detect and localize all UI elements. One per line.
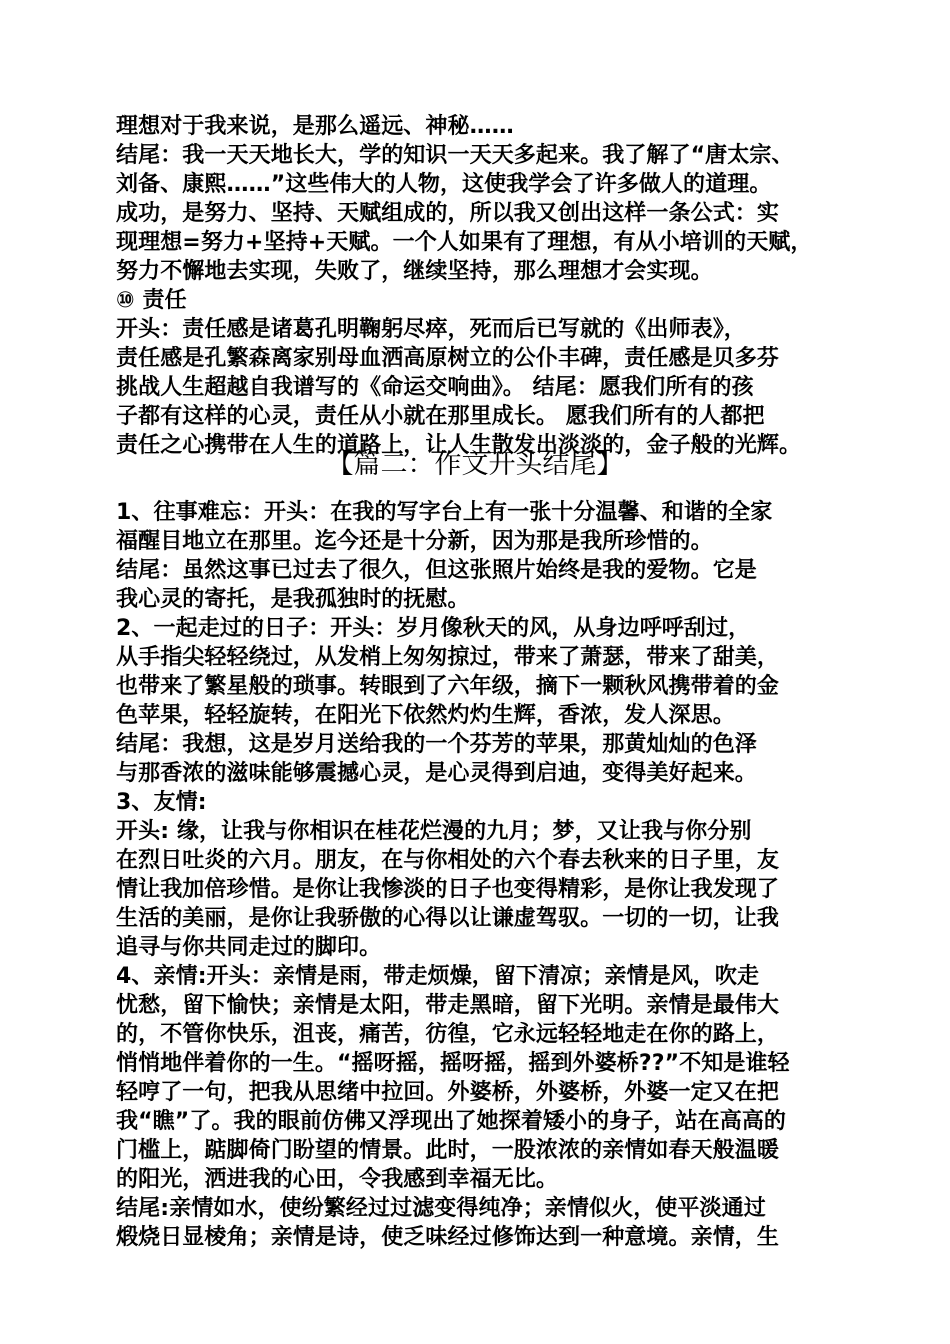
text-line: 结尾：我一天天地长大，学的知识一天天多起来。我了解了“唐太宗、 (116, 143, 794, 168)
text-line: 成功，是努力、坚持、天赋组成的，所以我又创出这样一条公式：实 (116, 201, 780, 226)
text-line: 努力不懈地去实现，失败了，继续坚持，那么理想才会实现。 (116, 259, 713, 284)
text-line: 责任之心携带在人生的道路上，让人生散发出淡淡的，金子般的光辉。 (116, 433, 802, 458)
text-line: 的，不管你快乐，沮丧，痛苦，彷徨，它永远轻轻地走在你的路上， (116, 1022, 780, 1047)
text-line: 子都有这样的心灵，责任从小就在那里成长。 愿我们所有的人都把 (116, 404, 765, 429)
text-line: 情让我加倍珍惜。是你让我惨淡的日子也变得精彩，是你让我发现了 (116, 877, 780, 902)
text-line: 门槛上，踮脚倚门盼望的情景。此时，一股浓浓的亲情如春天般温暖 (116, 1138, 780, 1163)
text-line: 煅烧日显棱角；亲情是诗，使乏味经过修饰达到一种意境。亲情，生 (116, 1225, 780, 1250)
text-line: 色苹果，轻轻旋转，在阳光下依然灼灼生辉，香浓，发人深思。 (116, 703, 735, 728)
text-line: 挑战人生超越自我谱写的《命运交响曲》。 结尾：愿我们所有的孩 (116, 375, 754, 400)
text-line: 现理想=努力+坚持+天赋。一个人如果有了理想，有从小培训的天赋， (116, 230, 813, 255)
text-line: 轻哼了一句，把我从思绪中拉回。外婆桥，外婆桥，外婆一定又在把 (116, 1080, 780, 1105)
text-line: 4、亲情:开头：亲情是雨，带走烦燥，留下清凉；亲情是风，吹走 (116, 964, 760, 989)
text-line: 也带来了繁星般的琐事。转眼到了六年级，摘下一颗秋风携带着的金 (116, 674, 780, 699)
text-line: 追寻与你共同走过的脚印。 (116, 935, 382, 960)
text-line: 责任感是孔繁森离家别母血洒高原树立的公仆丰碑，责任感是贝多芬 (116, 346, 780, 371)
text-line: 1、往事难忘：开头：在我的写字台上有一张十分温馨、和谐的全家 (116, 500, 773, 525)
text-line: 悄悄地伴着你的一生。“摇呀摇，摇呀摇，摇到外婆桥??”不知是谁轻 (116, 1051, 790, 1076)
text-line: 忧愁，留下愉快；亲情是太阳，带走黑暗，留下光明。亲情是最伟大 (116, 993, 780, 1018)
section-heading: 【篇二：作文开头结尾】 (326, 449, 624, 480)
text-line: ⑩ 责任 (116, 288, 187, 313)
text-line: 的阳光，洒进我的心田，令我感到幸福无比。 (116, 1167, 559, 1192)
text-line: 生活的美丽，是你让我骄傲的心得以让谦虚驾驭。一切的一切，让我 (116, 906, 780, 931)
text-line: 结尾:亲情如水，使纷繁经过过滤变得纯净；亲情似火，使平淡通过 (116, 1196, 766, 1221)
text-line: 开头：责任感是诸葛孔明鞠躬尽瘁，死而后已写就的《出师表》， (116, 317, 746, 342)
text-line: 在烈日吐炎的六月。朋友，在与你相处的六个春去秋来的日子里，友 (116, 848, 780, 873)
text-line: 与那香浓的滋味能够震撼心灵，是心灵得到启迪，变得美好起来。 (116, 761, 757, 786)
text-line: 刘备、康熙……”这些伟大的人物，这使我学会了许多做人的道理。 (116, 172, 772, 197)
text-line: 我“瞧”了。我的眼前仿佛又浮现出了她探着矮小的身子，站在高高的 (116, 1109, 787, 1134)
text-line: 结尾：虽然这事已过去了很久，但这张照片始终是我的爱物。它是 (116, 558, 757, 583)
text-line: 3、友情: (116, 790, 207, 815)
text-line: 从手指尖轻轻绕过，从发梢上匆匆掠过，带来了萧瑟，带来了甜美， (116, 645, 780, 670)
text-line: 结尾：我想，这是岁月送给我的一个芬芳的苹果，那黄灿灿的色泽 (116, 732, 757, 757)
text-line: 理想对于我来说，是那么遥远、神秘…… (116, 114, 514, 139)
text-line: 2、一起走过的日子：开头：岁月像秋天的风，从身边呼呼刮过， (116, 616, 751, 641)
text-line: 福醒目地立在那里。迄今还是十分新，因为那是我所珍惜的。 (116, 529, 713, 554)
text-line: 我心灵的寄托，是我孤独时的抚慰。 (116, 587, 470, 612)
text-line: 开头: 缘，让我与你相识在桂花烂漫的九月；梦，又让我与你分别 (116, 819, 752, 844)
